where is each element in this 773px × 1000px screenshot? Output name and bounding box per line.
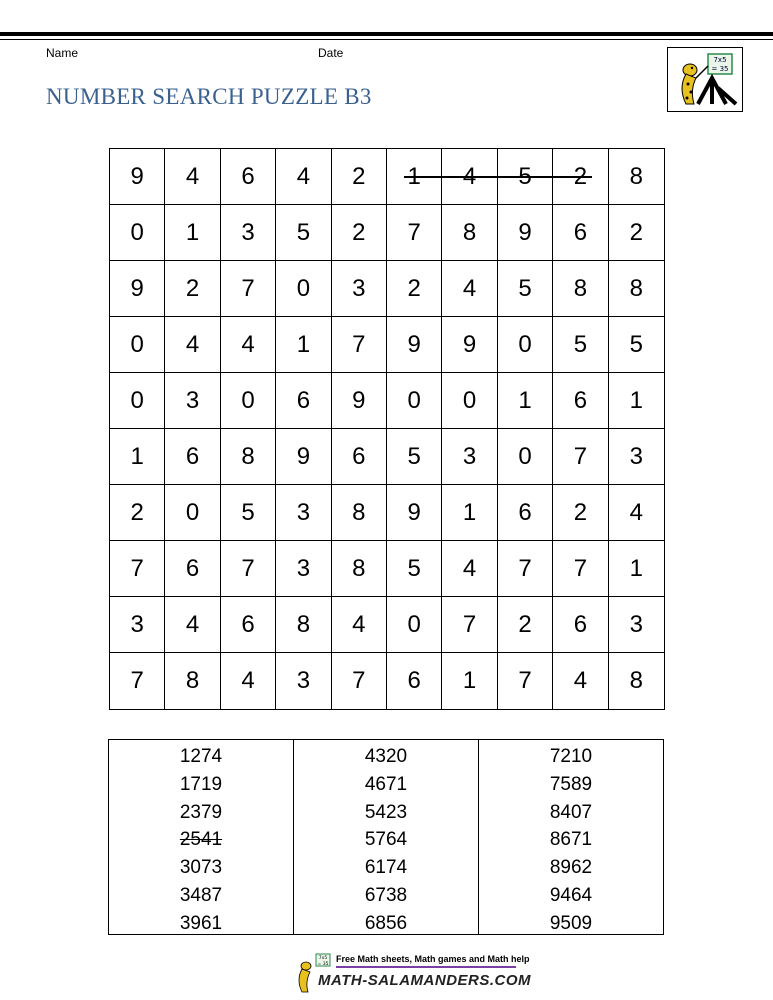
grid-cell: 2 bbox=[110, 485, 165, 541]
grid-cell: 1 bbox=[110, 429, 165, 485]
grid-cell: 6 bbox=[332, 429, 387, 485]
grid-cell: 6 bbox=[221, 597, 276, 653]
grid-cell: 7 bbox=[553, 429, 608, 485]
grid-cell: 1 bbox=[165, 205, 220, 261]
grid-cell: 1 bbox=[276, 317, 331, 373]
grid-cell: 8 bbox=[165, 653, 220, 709]
grid-cell: 7 bbox=[110, 653, 165, 709]
grid-cell: 0 bbox=[110, 373, 165, 429]
grid-cell: 1 bbox=[442, 653, 497, 709]
grid-cell: 9 bbox=[387, 485, 442, 541]
grid-cell: 7 bbox=[221, 261, 276, 317]
grid-cell: 5 bbox=[553, 317, 608, 373]
grid-cell: 0 bbox=[387, 373, 442, 429]
svg-text:7x5: 7x5 bbox=[713, 56, 727, 64]
grid-cell: 3 bbox=[609, 597, 664, 653]
number-list-column bbox=[479, 740, 663, 934]
grid-cell: 6 bbox=[553, 205, 608, 261]
grid-cell: 0 bbox=[110, 317, 165, 373]
grid-cell: 4 bbox=[609, 485, 664, 541]
number-list-item: 3487 bbox=[179, 884, 223, 906]
grid-cell: 8 bbox=[332, 541, 387, 597]
salamander-logo bbox=[667, 47, 743, 112]
number-list-item: 9509 bbox=[549, 912, 593, 934]
grid-cell: 0 bbox=[221, 373, 276, 429]
grid-cell: 3 bbox=[110, 597, 165, 653]
grid-cell: 1 bbox=[609, 541, 664, 597]
number-list-item: 5764 bbox=[364, 829, 408, 851]
page-title: NUMBER SEARCH PUZZLE B3 bbox=[46, 84, 372, 109]
grid-cell: 5 bbox=[498, 261, 553, 317]
number-list-item: 1274 bbox=[179, 746, 223, 767]
grid-cell: 6 bbox=[387, 653, 442, 709]
grid-cell: 6 bbox=[553, 597, 608, 653]
number-list-item: 4320 bbox=[364, 746, 408, 767]
grid-cell: 8 bbox=[609, 149, 664, 205]
number-list-item: 3961 bbox=[179, 912, 223, 934]
footer-tagline: Free Math sheets, Math games and Math help bbox=[336, 954, 530, 964]
grid-cell: 9 bbox=[442, 317, 497, 373]
grid-cell: 5 bbox=[387, 541, 442, 597]
svg-text:= 35: = 35 bbox=[711, 65, 729, 73]
number-list-item: 9464 bbox=[549, 884, 593, 906]
grid-cell: 6 bbox=[165, 541, 220, 597]
grid-cell: 2 bbox=[498, 597, 553, 653]
grid-cell: 3 bbox=[165, 373, 220, 429]
grid-cell: 3 bbox=[276, 653, 331, 709]
name-label: Name bbox=[46, 46, 79, 60]
grid-cell: 5 bbox=[609, 317, 664, 373]
grid-cell: 6 bbox=[276, 373, 331, 429]
grid-cell: 3 bbox=[442, 429, 497, 485]
number-list-column bbox=[109, 740, 294, 934]
number-list-item: 6856 bbox=[364, 912, 408, 934]
number-list-item: 6738 bbox=[364, 884, 408, 906]
grid-cell: 7 bbox=[387, 205, 442, 261]
grid-cell: 2 bbox=[387, 261, 442, 317]
grid-cell: 4 bbox=[165, 597, 220, 653]
grid-cell: 9 bbox=[387, 317, 442, 373]
grid-cell: 6 bbox=[221, 149, 276, 205]
grid-cell: 7 bbox=[332, 317, 387, 373]
grid-cell: 9 bbox=[110, 149, 165, 205]
grid-cell: 7 bbox=[110, 541, 165, 597]
number-list-column bbox=[294, 740, 479, 934]
grid-cell: 7 bbox=[498, 653, 553, 709]
grid-cell: 0 bbox=[442, 373, 497, 429]
grid-cell: 0 bbox=[276, 261, 331, 317]
grid-cell: 4 bbox=[332, 597, 387, 653]
grid-cell: 6 bbox=[553, 373, 608, 429]
grid-cell: 5 bbox=[276, 205, 331, 261]
date-label: Date bbox=[318, 46, 344, 60]
grid-cell: 4 bbox=[442, 261, 497, 317]
grid-cell: 1 bbox=[609, 373, 664, 429]
grid-cell: 4 bbox=[221, 317, 276, 373]
number-list-item: 8962 bbox=[549, 857, 593, 879]
header-rule-thick bbox=[0, 32, 773, 36]
found-number-strike bbox=[404, 176, 592, 178]
grid-cell: 4 bbox=[553, 653, 608, 709]
grid-cell: 4 bbox=[276, 149, 331, 205]
footer-underline bbox=[336, 966, 516, 968]
number-list-item: 5423 bbox=[364, 801, 408, 823]
svg-text:= 35: = 35 bbox=[317, 962, 329, 967]
number-list-item: 1719 bbox=[179, 773, 223, 795]
number-list-item: 4671 bbox=[364, 773, 408, 795]
number-list-item: 6174 bbox=[364, 857, 408, 879]
grid-cell: 8 bbox=[221, 429, 276, 485]
grid-cell: 7 bbox=[332, 653, 387, 709]
grid-cell: 0 bbox=[387, 597, 442, 653]
grid-cell: 9 bbox=[276, 429, 331, 485]
grid-cell: 2 bbox=[332, 205, 387, 261]
grid-cell: 0 bbox=[165, 485, 220, 541]
grid-cell: 6 bbox=[165, 429, 220, 485]
grid-cell: 3 bbox=[609, 429, 664, 485]
grid-cell: 2 bbox=[165, 261, 220, 317]
grid-cell: 9 bbox=[110, 261, 165, 317]
grid-cell: 8 bbox=[553, 261, 608, 317]
grid-cell: 2 bbox=[332, 149, 387, 205]
grid-cell: 8 bbox=[609, 261, 664, 317]
number-list-item: 3073 bbox=[179, 857, 223, 879]
grid-cell: 9 bbox=[332, 373, 387, 429]
number-list-item: 2541 bbox=[179, 829, 223, 851]
grid-cell: 3 bbox=[221, 205, 276, 261]
grid-cell: 0 bbox=[498, 429, 553, 485]
header-rule-thin bbox=[0, 39, 773, 40]
grid-cell: 8 bbox=[442, 205, 497, 261]
number-list-item: 7210 bbox=[549, 746, 593, 767]
grid-cell: 7 bbox=[442, 597, 497, 653]
number-list-item: 2379 bbox=[179, 801, 223, 823]
grid-cell: 5 bbox=[387, 429, 442, 485]
grid-cell: 3 bbox=[276, 541, 331, 597]
svg-text:7x5: 7x5 bbox=[318, 956, 328, 961]
grid-cell: 7 bbox=[553, 541, 608, 597]
footer-brand: MATH-SALAMANDERS.COM bbox=[318, 972, 532, 989]
grid-cell: 7 bbox=[498, 541, 553, 597]
number-grid bbox=[109, 148, 665, 710]
grid-cell: 2 bbox=[609, 205, 664, 261]
number-list-item: 8671 bbox=[549, 829, 593, 851]
grid-cell: 2 bbox=[553, 485, 608, 541]
grid-cell: 4 bbox=[165, 149, 220, 205]
grid-cell: 4 bbox=[221, 653, 276, 709]
grid-cell: 6 bbox=[498, 485, 553, 541]
grid-cell: 1 bbox=[442, 485, 497, 541]
grid-cell: 5 bbox=[221, 485, 276, 541]
grid-cell: 8 bbox=[629, 667, 643, 694]
grid-cell: 3 bbox=[332, 261, 387, 317]
number-list-item: 8407 bbox=[549, 801, 593, 823]
grid-cell: 3 bbox=[276, 485, 331, 541]
grid-cell: 1 bbox=[498, 373, 553, 429]
grid-cell: 0 bbox=[498, 317, 553, 373]
grid-cell: 4 bbox=[442, 541, 497, 597]
number-list-item: 7589 bbox=[549, 773, 593, 795]
grid-cell: 7 bbox=[221, 541, 276, 597]
grid-cell: 9 bbox=[498, 205, 553, 261]
grid-cell: 4 bbox=[165, 317, 220, 373]
grid-cell: 8 bbox=[276, 597, 331, 653]
grid-cell: 0 bbox=[110, 205, 165, 261]
grid-cell: 8 bbox=[332, 485, 387, 541]
number-list bbox=[108, 739, 664, 935]
